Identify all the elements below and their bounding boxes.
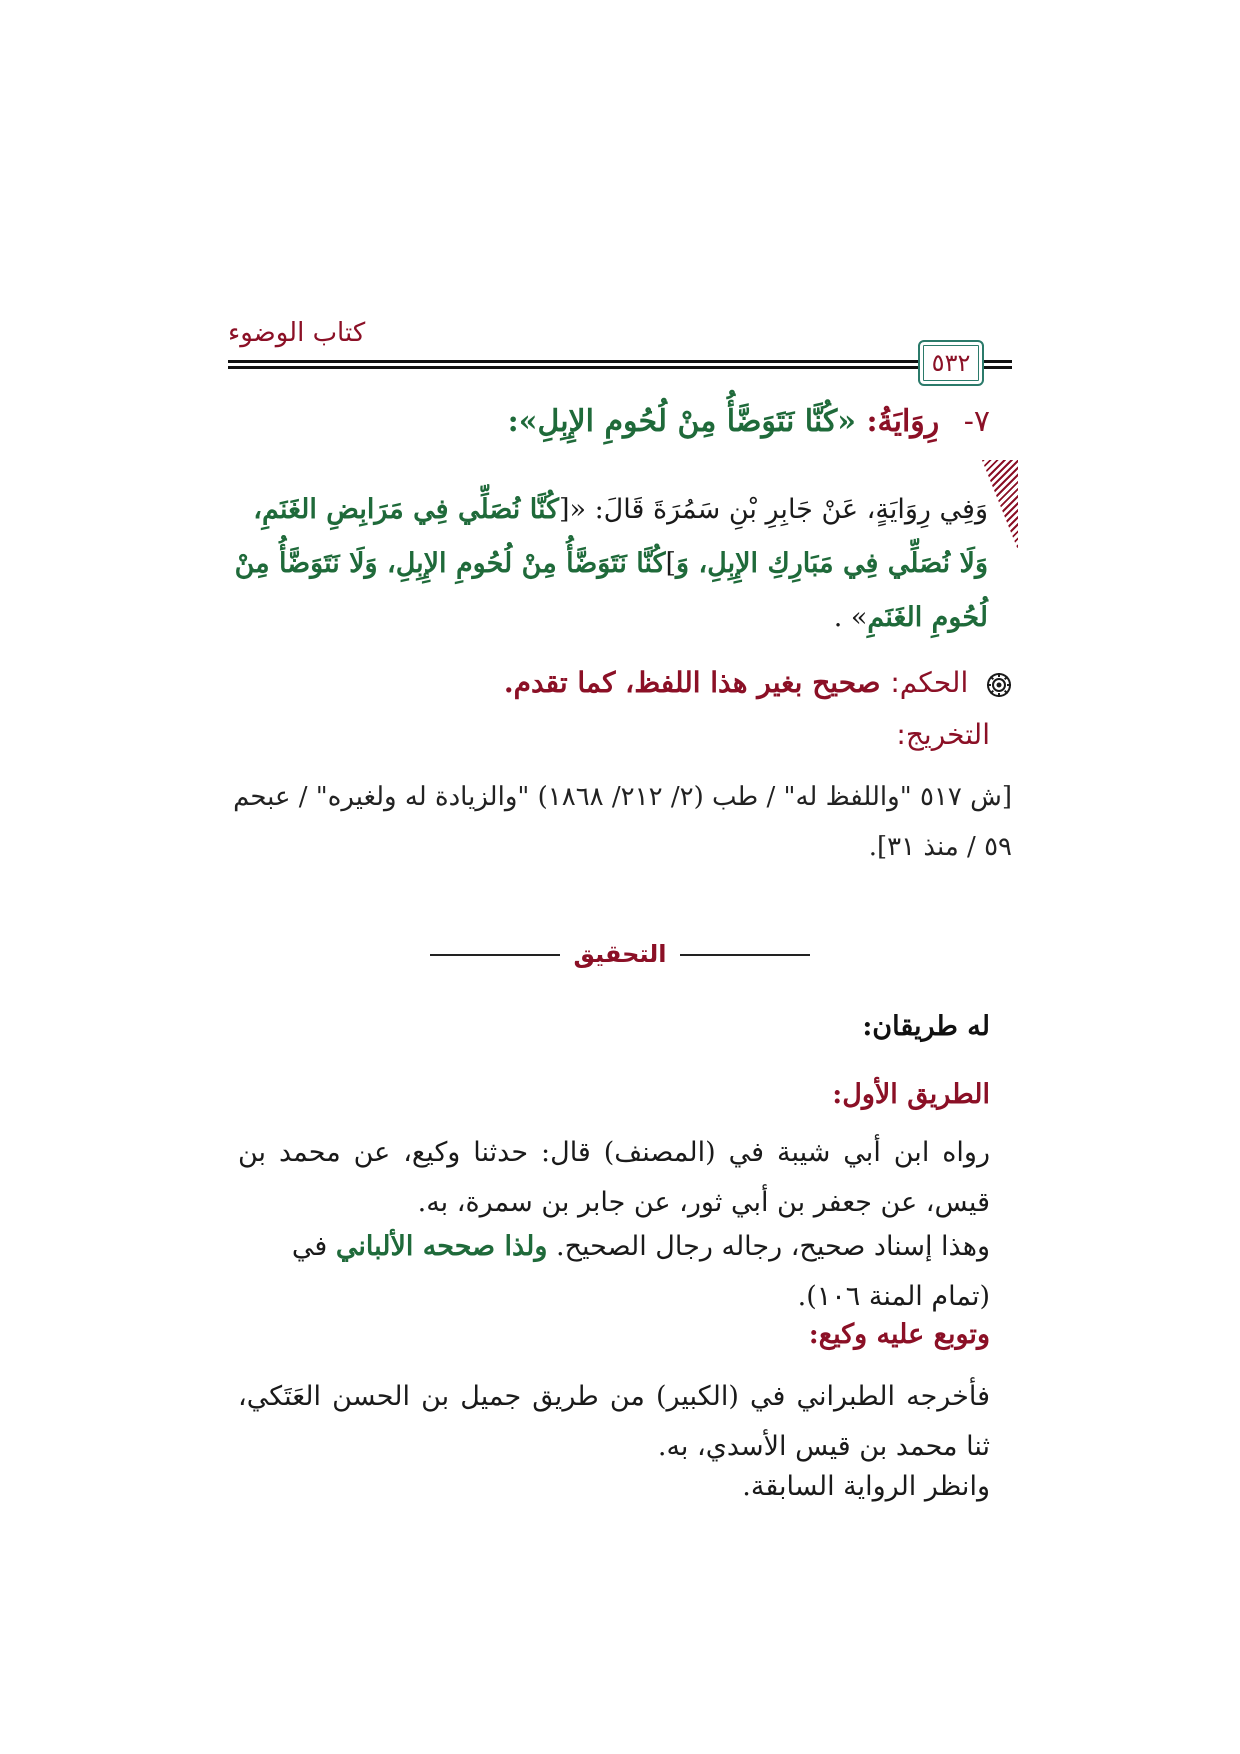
- paths-intro: له طريقان:: [862, 1011, 990, 1042]
- paragraph-4: وانظر الرواية السابقة.: [742, 1471, 990, 1502]
- riwaya-bracket: ]: [665, 548, 677, 579]
- hukm-line: [232, 666, 1012, 699]
- section-title-prefix: رِوَايَةُ:: [866, 404, 940, 439]
- riwaya-quote-1: كُنَّا نُصَلِّي فِي مَرَابِضِ الغَنَمِ، وَلَا نُصَلِّي فِي مَبَارِكِ الإِبِلِ، وَ: [253, 494, 988, 579]
- section-number: ٧-: [963, 404, 990, 439]
- takhrij-text: [ش ٥١٧ "واللفظ له" / طب (٢/ ٢١٢/ ١٨٦٨) "والزيادة له ولغيره" / عبحم ٥٩ / منذ ٣١].: [233, 782, 1012, 862]
- paragraph-2-start: وهذا إسناد صحيح، رجاله رجال الصحيح.: [556, 1231, 990, 1262]
- paragraph-2: [238, 1222, 990, 1322]
- tahqiq-divider: [430, 940, 810, 970]
- hukm-text: صحيح بغير هذا اللفظ، كما تقدم.: [503, 666, 881, 699]
- book-title: كتاب الوضوء: [228, 318, 366, 348]
- hukm-label: الحكم:: [890, 666, 969, 699]
- riwaya-closing: » .: [833, 602, 868, 633]
- paragraph-2-highlight: ولذا صححه الألباني: [335, 1231, 548, 1262]
- follow-heading: وتوبع عليه وكيع:: [808, 1319, 990, 1350]
- flower-ornament-icon: [986, 672, 1012, 698]
- takhrij-label: التخريج:: [896, 718, 990, 751]
- header-rule-bottom: [228, 366, 1012, 369]
- divider-label: التحقيق: [573, 940, 667, 968]
- riwaya-text: [228, 483, 988, 645]
- riwaya-quote-2: كُنَّا نَتَوَضَّأُ مِنْ لُحُومِ الإِبِلِ، وَلَا نَتَوَضَّأُ مِنْ لُحُومِ الغَنَمِ: [234, 548, 988, 633]
- paragraph-2-end: في (تمام المنة ١٠٦).: [291, 1231, 990, 1312]
- section-title-quote: «كُنَّا نَتَوَضَّأُ مِنْ لُحُومِ الإِبِلِ»:: [507, 404, 856, 439]
- page-header: [228, 318, 1012, 398]
- page-number: ٥٣٢: [931, 349, 971, 377]
- section-heading: [230, 404, 990, 439]
- divider-line-right: [680, 954, 810, 956]
- riwaya-intro: وَفِي رِوَايَةٍ، عَنْ جَابِرِ بْنِ سَمُرَةَ قَالَ: «[: [558, 494, 988, 525]
- paragraph-3: فأخرجه الطبراني في (الكبير) من طريق جميل بن الحسن العَتَكي، ثنا محمد بن قيس الأسدي، به.: [238, 1381, 990, 1462]
- paragraph-1: رواه ابن أبي شيبة في (المصنف) قال: حدثنا وكيع، عن محمد بن قيس، عن جعفر بن أبي ثور، عن جابر بن سمرة، به.: [238, 1137, 990, 1218]
- header-rule-top: [228, 360, 1012, 363]
- first-path-heading: الطريق الأول:: [832, 1079, 990, 1110]
- page-number-badge: [918, 340, 984, 386]
- divider-line-left: [430, 954, 560, 956]
